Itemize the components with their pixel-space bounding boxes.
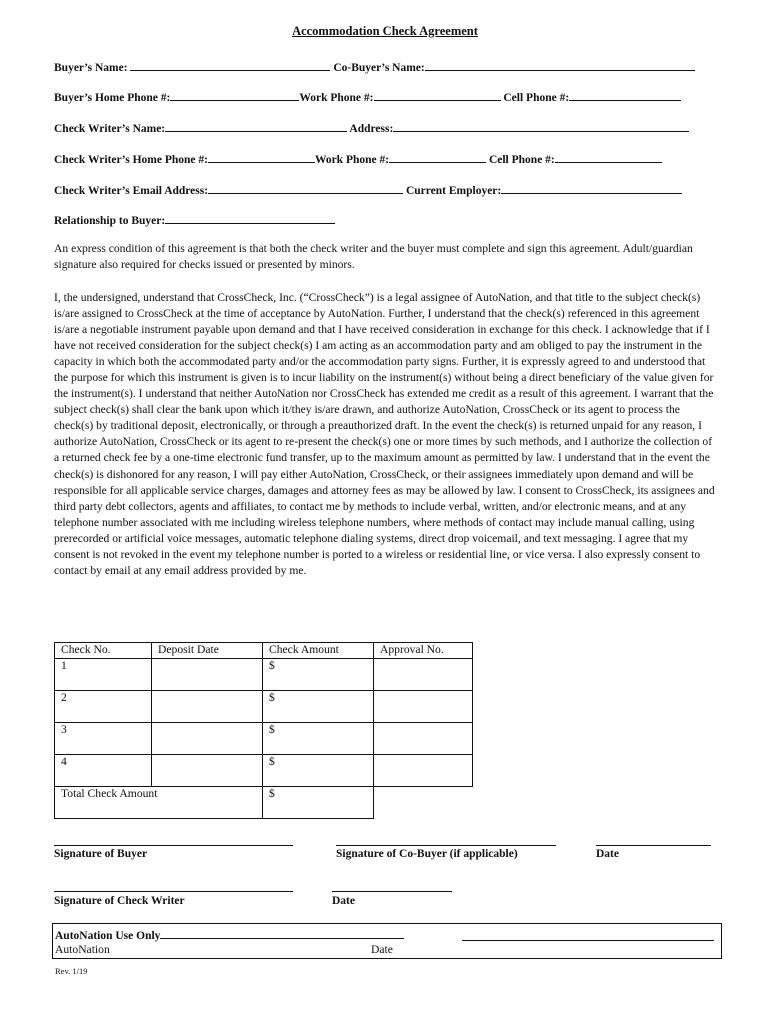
buyer-cell-phone-field[interactable] — [569, 90, 681, 101]
buyer-home-phone-label: Buyer’s Home Phone #: — [54, 92, 171, 104]
empty-cell — [374, 787, 473, 819]
document-title: Accommodation Check Agreement — [292, 24, 478, 38]
relationship-row — [54, 213, 335, 227]
autonation-label: AutoNation — [55, 943, 110, 956]
check-amount-cell[interactable]: $ — [263, 659, 374, 691]
buyer-work-phone-label: Work Phone #: — [299, 92, 374, 104]
revision-label: Rev. 1/19 — [55, 966, 88, 976]
table-row — [55, 755, 473, 787]
approval-no-cell[interactable] — [374, 755, 473, 787]
check-writer-work-phone-field[interactable] — [389, 152, 486, 163]
autonation-date-row — [462, 928, 714, 946]
deposit-date-cell[interactable] — [152, 691, 263, 723]
autonation-date-label: Date — [371, 943, 393, 956]
buyer-name-field[interactable] — [130, 60, 330, 71]
buyer-signature-line[interactable] — [54, 845, 293, 846]
relationship-label: Relationship to Buyer: — [54, 215, 166, 227]
check-writer-name-label: Check Writer’s Name: — [54, 123, 166, 135]
cobuyer-signature-line[interactable] — [336, 845, 556, 846]
autonation-signature-field[interactable] — [160, 928, 404, 939]
approval-no-cell[interactable] — [374, 723, 473, 755]
buyer-home-phone-field[interactable] — [170, 90, 299, 101]
check-amount-cell[interactable]: $ — [263, 691, 374, 723]
agreement-paragraph: I, the undersigned, understand that CrossCheck, Inc. (“CrossCheck”) is a legal assignee of AutoNation, and that title to the subject check(s) is/are assigned to CrossCheck at the time of acceptance by AutoNation. Further, I understand that the check(s) referenced in this agreement is/are a negotiable instrument payable upon demand and that I have received consideration in exchange for this check. I acknowledge that if I have not received consideration for the subject check(s) I am acting as an accommodation party and am obliged to pay the instrument in the capacity in which both the accommodated party and/or the accommodation party signs. Further, it is expressly agreed to and understood that the purpose for which this instrument is given is to incur liability on the instrument(s) without being a direct beneficiary of the value given for the instrument(s). I understand that neither AutoNation nor CrossCheck has extended me credit as a result of this agreement. I warrant that the subject check(s) shall clear the bank upon which it/they is/are drawn, and authorize AutoNation, CrossCheck or its agent to process the check(s) by traditional deposit, electronically, or through a preauthorized draft. In the event the check(s) is returned unpaid for any reason, I authorize AutoNation, CrossCheck or its agent to re-present the check(s) one or more times by such methods, and I authorize the collection of a returned check fee by a one-time electronic fund transfer, up to the maximum amount as permitted by law. I understand that in the event the check(s) is dishonored for any reason, I will pay either AutoNation, CrossCheck, or their assignees immediately upon demand and will be responsible for all applicable service charges, damages and attorney fees as may be allowed by law. I consent to CrossCheck, its assignees and third party debt collectors, agents and affiliates, to contact me by methods to include verbal, written, and/or electronic means, and at any telephone number associated with me including wireless telephone numbers, where methods of contact may include manual calling, using prerecorded or artificial voice messages, automatic telephone dialing systems, direct drop voicemail, and text messaging. I agree that my consent is not revoked in the event my telephone number is ported to a wireless or residential line, or vice versa. I also expressly consent to contact by email at any email address provided by me. — [54, 291, 715, 577]
check-writer-phone-row — [54, 152, 662, 166]
cobuyer-name-label: Co-Buyer’s Name: — [333, 62, 425, 74]
check-writer-name-row — [54, 121, 689, 135]
deposit-date-cell[interactable] — [152, 755, 263, 787]
autonation-use-only-box — [52, 923, 722, 959]
check-amount-cell[interactable]: $ — [263, 723, 374, 755]
table-header-row — [55, 643, 473, 659]
cobuyer-name-field[interactable] — [425, 60, 695, 71]
date2-label: Date — [332, 895, 355, 907]
check-writer-email-label: Check Writer’s Email Address: — [54, 185, 209, 197]
current-employer-label: Current Employer: — [405, 185, 502, 197]
deposit-date-cell[interactable] — [152, 723, 263, 755]
current-employer-field[interactable] — [501, 183, 682, 194]
check-writer-cell-phone-label: Cell Phone #: — [488, 154, 555, 166]
check-writer-signature-line[interactable] — [54, 891, 293, 892]
check-no-cell[interactable]: 1 — [55, 659, 152, 691]
header-approval-no: Approval No. — [374, 643, 473, 659]
buyer-signature-label: Signature of Buyer — [54, 848, 148, 860]
check-writer-home-phone-field[interactable] — [208, 152, 315, 163]
total-check-amount-cell[interactable]: $ — [263, 787, 374, 819]
date1-label: Date — [596, 848, 619, 860]
autonation-date-field[interactable] — [462, 930, 714, 941]
check-writer-home-phone-label: Check Writer’s Home Phone #: — [54, 154, 208, 166]
check-table — [54, 642, 473, 819]
check-no-cell[interactable]: 2 — [55, 691, 152, 723]
autonation-use-only-row — [55, 928, 404, 942]
address-label: Address: — [349, 123, 394, 135]
date1-line[interactable] — [596, 845, 711, 846]
check-writer-email-field[interactable] — [208, 183, 403, 194]
header-check-amount: Check Amount — [263, 643, 374, 659]
check-amount-cell[interactable]: $ — [263, 755, 374, 787]
check-writer-work-phone-label: Work Phone #: — [314, 154, 390, 166]
buyer-name-label: Buyer’s Name: — [54, 62, 128, 74]
buyer-work-phone-field[interactable] — [374, 90, 501, 101]
total-check-amount-label: Total Check Amount — [55, 787, 263, 819]
buyer-name-row — [54, 60, 695, 74]
approval-no-cell[interactable] — [374, 691, 473, 723]
check-writer-name-field[interactable] — [165, 121, 347, 132]
relationship-field[interactable] — [165, 213, 335, 224]
table-row — [55, 691, 473, 723]
check-no-cell[interactable]: 4 — [55, 755, 152, 787]
header-deposit-date: Deposit Date — [152, 643, 263, 659]
cobuyer-signature-label: Signature of Co-Buyer (if applicable) — [336, 848, 518, 860]
check-writer-email-row — [54, 183, 682, 197]
table-total-row — [55, 787, 473, 819]
check-writer-cell-phone-field[interactable] — [555, 152, 662, 163]
address-field[interactable] — [393, 121, 689, 132]
date2-line[interactable] — [332, 891, 452, 892]
buyer-phone-row — [54, 90, 681, 104]
check-writer-signature-label: Signature of Check Writer — [54, 895, 185, 907]
approval-no-cell[interactable] — [374, 659, 473, 691]
autonation-use-only-label: AutoNation Use Only — [55, 930, 161, 942]
check-no-cell[interactable]: 3 — [55, 723, 152, 755]
header-check-no: Check No. — [55, 643, 152, 659]
buyer-cell-phone-label: Cell Phone #: — [503, 92, 570, 104]
condition-paragraph: An express condition of this agreement is that both the check writer and the buyer must complete and sign this agreement. Adult/guardian signature also required for checks issued or presented by minors. — [54, 242, 693, 272]
deposit-date-cell[interactable] — [152, 659, 263, 691]
table-row — [55, 659, 473, 691]
table-row — [55, 723, 473, 755]
